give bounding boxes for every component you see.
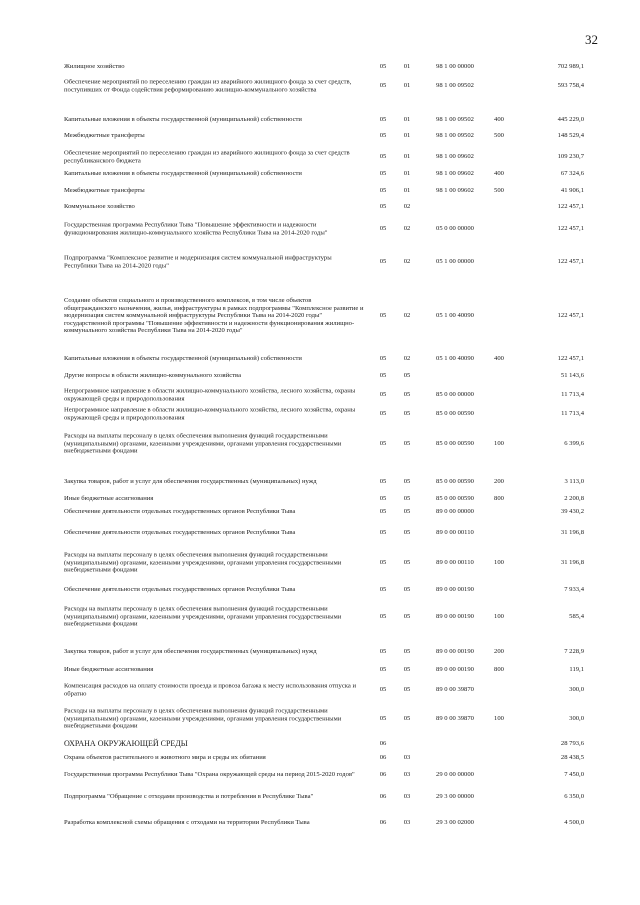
row-name: Расходы на выплаты персоналу в целях обеспечения выполнения функций государственными (муниципальными) органами, казенными учреждениями, органами управления государственными внебюджетными фондами xyxy=(64,432,342,455)
row-name: Закупка товаров, работ и услуг для обеспечения государственных (муниципальных) нужд xyxy=(64,478,317,486)
row-name: Обеспечение мероприятий по переселению граждан из аварийного жилищного фонда за счет средств республиканского бюджета xyxy=(64,149,350,164)
csr-cell: 89 0 00 39870 xyxy=(436,686,474,694)
row-name: Государственная программа Республики Тыва "Охрана окружающей среды на период 2015-2020 годов" xyxy=(64,771,355,779)
table-row xyxy=(0,819,640,827)
row-name: Расходы на выплаты персоналу в целях обеспечения выполнения функций государственными (муниципальными) органами, казенными учреждениями, органами управления государственными внебюджетными фондами xyxy=(64,605,342,628)
row-name: Жилищное хозяйство xyxy=(64,63,125,71)
row-name: Подпрограмма "Обращение с отходами производства и потребления в Республике Тыва" xyxy=(64,793,314,801)
rz-cell: 06 xyxy=(379,819,387,827)
vr-cell: 400 xyxy=(494,116,504,124)
prz-cell: 05 xyxy=(403,559,411,567)
row-name: Охрана объектов растительного и животного мира и среды их обитания xyxy=(64,754,266,762)
csr-cell: 05 1 00 00000 xyxy=(436,258,474,266)
table-row xyxy=(0,132,640,140)
csr-cell: 29 0 00 00000 xyxy=(436,771,474,779)
csr-cell: 98 1 00 00000 xyxy=(436,63,474,71)
csr-cell: 05 0 00 00000 xyxy=(436,225,474,233)
table-row xyxy=(0,605,640,628)
prz-cell: 05 xyxy=(403,529,411,537)
prz-cell: 02 xyxy=(403,258,411,266)
csr-cell: 89 0 00 00110 xyxy=(436,559,474,567)
row-name: ОХРАНА ОКРУЖАЮЩЕЙ СРЕДЫ xyxy=(64,739,188,749)
vr-cell: 100 xyxy=(494,440,504,448)
prz-cell: 01 xyxy=(403,187,411,195)
rz-cell: 05 xyxy=(379,586,387,594)
rz-cell: 05 xyxy=(379,187,387,195)
rz-cell: 06 xyxy=(379,771,387,779)
prz-cell: 02 xyxy=(403,355,411,363)
sum-cell: 51 143,6 xyxy=(560,372,584,380)
prz-cell: 05 xyxy=(403,495,411,503)
vr-cell: 800 xyxy=(494,666,504,674)
sum-cell: 6 399,6 xyxy=(564,440,584,448)
csr-cell: 98 1 00 09502 xyxy=(436,82,474,90)
table-row xyxy=(0,170,640,178)
sum-cell: 31 196,8 xyxy=(560,559,584,567)
table-row xyxy=(0,78,640,93)
table-row xyxy=(0,508,640,516)
prz-cell: 01 xyxy=(403,132,411,140)
csr-cell: 89 0 00 00190 xyxy=(436,613,474,621)
csr-cell: 98 1 00 09602 xyxy=(436,153,474,161)
sum-cell: 11 713,4 xyxy=(561,410,584,418)
row-name: Межбюджетные трансферты xyxy=(64,132,145,140)
row-name: Обеспечение деятельности отдельных государственных органов Республики Тыва xyxy=(64,508,296,516)
csr-cell: 85 0 00 00590 xyxy=(436,495,474,503)
row-name: Непрограммное направление в области жилищно-коммунального хозяйства, лесного хозяйства, охраны окружающей среды и природопользования xyxy=(64,387,356,402)
csr-cell: 89 0 00 00190 xyxy=(436,586,474,594)
prz-cell: 02 xyxy=(403,203,411,211)
sum-cell: 119,1 xyxy=(569,666,584,674)
prz-cell: 01 xyxy=(403,153,411,161)
prz-cell: 01 xyxy=(403,82,411,90)
prz-cell: 05 xyxy=(403,372,411,380)
prz-cell: 05 xyxy=(403,508,411,516)
table-row xyxy=(0,551,640,574)
csr-cell: 98 1 00 09602 xyxy=(436,170,474,178)
table-row xyxy=(0,682,640,697)
table-row xyxy=(0,793,640,801)
prz-cell: 05 xyxy=(403,648,411,656)
rz-cell: 05 xyxy=(379,355,387,363)
sum-cell: 300,0 xyxy=(569,686,584,694)
row-name: Капитальные вложения в объекты государственной (муниципальной) собственности xyxy=(64,355,302,363)
sum-cell: 593 758,4 xyxy=(557,82,584,90)
table-row xyxy=(0,432,640,455)
prz-cell: 01 xyxy=(403,170,411,178)
table-row xyxy=(0,586,640,594)
row-name: Капитальные вложения в объекты государственной (муниципальной) собственности xyxy=(64,170,302,178)
sum-cell: 7 933,4 xyxy=(564,586,584,594)
prz-cell: 01 xyxy=(403,116,411,124)
prz-cell: 03 xyxy=(403,754,411,762)
rz-cell: 05 xyxy=(379,529,387,537)
csr-cell: 85 0 00 00590 xyxy=(436,478,474,486)
sum-cell: 300,0 xyxy=(569,715,584,723)
csr-cell: 98 1 00 09602 xyxy=(436,187,474,195)
table-row xyxy=(0,739,640,749)
row-name: Другие вопросы в области жилищно-коммунального хозяйства xyxy=(64,372,241,380)
table-row xyxy=(0,387,640,402)
prz-cell: 01 xyxy=(403,63,411,71)
sum-cell: 702 989,1 xyxy=(557,63,584,71)
row-name: Непрограммное направление в области жилищно-коммунального хозяйства, лесного хозяйства, охраны окружающей среды и природопользования xyxy=(64,406,356,421)
rz-cell: 05 xyxy=(379,116,387,124)
prz-cell: 05 xyxy=(403,666,411,674)
row-name: Расходы на выплаты персоналу в целях обеспечения выполнения функций государственными (муниципальными) органами, казенными учреждениями, органами управления государственными внебюджетными фондами xyxy=(64,551,342,574)
vr-cell: 200 xyxy=(494,478,504,486)
rz-cell: 05 xyxy=(379,82,387,90)
vr-cell: 800 xyxy=(494,495,504,503)
table-row xyxy=(0,254,640,269)
sum-cell: 148 529,4 xyxy=(557,132,584,140)
rz-cell: 05 xyxy=(379,63,387,71)
sum-cell: 2 200,8 xyxy=(564,495,584,503)
csr-cell: 85 0 00 00590 xyxy=(436,440,474,448)
prz-cell: 05 xyxy=(403,686,411,694)
table-row xyxy=(0,187,640,195)
prz-cell: 05 xyxy=(403,586,411,594)
vr-cell: 100 xyxy=(494,559,504,567)
vr-cell: 200 xyxy=(494,648,504,656)
table-row xyxy=(0,149,640,164)
sum-cell: 585,4 xyxy=(569,613,584,621)
table-row xyxy=(0,495,640,503)
row-name: Закупка товаров, работ и услуг для обеспечения государственных (муниципальных) нужд xyxy=(64,648,317,656)
sum-cell: 6 350,0 xyxy=(564,793,584,801)
rz-cell: 05 xyxy=(379,372,387,380)
rz-cell: 05 xyxy=(379,258,387,266)
rz-cell: 05 xyxy=(379,559,387,567)
row-name: Государственная программа Республики Тыва "Повышение эффективности и надежности функционирования жилищно-коммунального хозяйства Республики Тыва на 2014-2020 годы" xyxy=(64,221,328,236)
table-row xyxy=(0,406,640,421)
vr-cell: 100 xyxy=(494,613,504,621)
vr-cell: 100 xyxy=(494,715,504,723)
prz-cell: 02 xyxy=(403,225,411,233)
prz-cell: 03 xyxy=(403,771,411,779)
table-row xyxy=(0,355,640,363)
sum-cell: 7 450,0 xyxy=(564,771,584,779)
prz-cell: 03 xyxy=(403,819,411,827)
csr-cell: 85 0 00 00590 xyxy=(436,410,474,418)
csr-cell: 05 1 00 40090 xyxy=(436,355,474,363)
csr-cell: 85 0 00 00000 xyxy=(436,391,474,399)
sum-cell: 122 457,1 xyxy=(557,225,584,233)
rz-cell: 05 xyxy=(379,613,387,621)
vr-cell: 400 xyxy=(494,355,504,363)
sum-cell: 41 906,1 xyxy=(560,187,584,195)
row-name: Разработка комплексной схемы обращения с отходами на территории Республики Тыва xyxy=(64,819,310,827)
sum-cell: 31 196,8 xyxy=(560,529,584,537)
sum-cell: 3 113,0 xyxy=(564,478,584,486)
page-number: 32 xyxy=(585,32,598,47)
rz-cell: 06 xyxy=(379,740,387,748)
row-name: Обеспечение мероприятий по переселению граждан из аварийного жилищного фонда за счет средств, поступивших от Фонда содействия реформированию жилищно-коммунального хозяйства xyxy=(64,78,352,93)
csr-cell: 89 0 00 39870 xyxy=(436,715,474,723)
sum-cell: 67 324,6 xyxy=(560,170,584,178)
sum-cell: 122 457,1 xyxy=(557,258,584,266)
row-name: Межбюджетные трансферты xyxy=(64,187,145,195)
table-row xyxy=(0,63,640,71)
table-row xyxy=(0,648,640,656)
rz-cell: 06 xyxy=(379,793,387,801)
csr-cell: 89 0 00 00110 xyxy=(436,529,474,537)
prz-cell: 05 xyxy=(403,715,411,723)
sum-cell: 445 229,0 xyxy=(557,116,584,124)
vr-cell: 500 xyxy=(494,187,504,195)
table-row xyxy=(0,666,640,674)
prz-cell: 03 xyxy=(403,793,411,801)
sum-cell: 7 228,9 xyxy=(564,648,584,656)
rz-cell: 05 xyxy=(379,715,387,723)
rz-cell: 05 xyxy=(379,686,387,694)
table-row xyxy=(0,754,640,762)
row-name: Обеспечение деятельности отдельных государственных органов Республики Тыва xyxy=(64,529,296,537)
rz-cell: 05 xyxy=(379,312,387,320)
row-name: Иные бюджетные ассигнования xyxy=(64,666,154,674)
row-name: Обеспечение деятельности отдельных государственных органов Республики Тыва xyxy=(64,586,296,594)
rz-cell: 05 xyxy=(379,440,387,448)
csr-cell: 98 1 00 09502 xyxy=(436,116,474,124)
table-row xyxy=(0,203,640,211)
rz-cell: 05 xyxy=(379,153,387,161)
sum-cell: 109 230,7 xyxy=(557,153,584,161)
sum-cell: 122 457,1 xyxy=(557,203,584,211)
sum-cell: 11 713,4 xyxy=(561,391,584,399)
rz-cell: 05 xyxy=(379,225,387,233)
rz-cell: 05 xyxy=(379,508,387,516)
rz-cell: 06 xyxy=(379,754,387,762)
rz-cell: 05 xyxy=(379,410,387,418)
table-row xyxy=(0,529,640,537)
sum-cell: 28 438,5 xyxy=(560,754,584,762)
row-name: Создание объектов социального и производственного комплексов, в том числе объектов общегражданского назначения, жилья, инфраструктуры в рамках подпрограммы "Комплексное развитие и модернизация систем коммунальной инфраструктуры Республики Тыва на 2014-2020 годы" государственной программы "Повышение эффективности и надежности функционирования жилищно-коммунального хозяйства Республики Тыва на 2014-2020 годы" xyxy=(64,297,364,335)
row-name: Капитальные вложения в объекты государственной (муниципальной) собственности xyxy=(64,116,302,124)
prz-cell: 05 xyxy=(403,478,411,486)
sum-cell: 39 430,2 xyxy=(560,508,584,516)
prz-cell: 05 xyxy=(403,410,411,418)
rz-cell: 05 xyxy=(379,203,387,211)
table-row xyxy=(0,771,640,779)
prz-cell: 05 xyxy=(403,613,411,621)
sum-cell: 122 457,1 xyxy=(557,355,584,363)
csr-cell: 89 0 00 00000 xyxy=(436,508,474,516)
vr-cell: 500 xyxy=(494,132,504,140)
csr-cell: 98 1 00 09502 xyxy=(436,132,474,140)
prz-cell: 05 xyxy=(403,391,411,399)
table-row xyxy=(0,221,640,236)
table-row xyxy=(0,372,640,380)
sum-cell: 4 500,0 xyxy=(564,819,584,827)
vr-cell: 400 xyxy=(494,170,504,178)
rz-cell: 05 xyxy=(379,495,387,503)
csr-cell: 89 0 00 00190 xyxy=(436,666,474,674)
rz-cell: 05 xyxy=(379,648,387,656)
sum-cell: 122 457,1 xyxy=(557,312,584,320)
table-row xyxy=(0,478,640,486)
sum-cell: 28 793,6 xyxy=(560,740,584,748)
row-name: Расходы на выплаты персоналу в целях обеспечения выполнения функций государственными (муниципальными) органами, казенными учреждениями, органами управления государственными внебюджетными фондами xyxy=(64,707,342,730)
csr-cell: 29 3 00 02000 xyxy=(436,819,474,827)
row-name: Подпрограмма "Комплексное развитие и модернизация систем коммунальной инфраструктуры Республики Тыва на 2014-2020 годы" xyxy=(64,254,332,269)
row-name: Коммунальное хозяйство xyxy=(64,203,135,211)
row-name: Компенсация расходов на оплату стоимости проезда и провоза багажа к месту использования отпуска и обратно xyxy=(64,682,356,697)
csr-cell: 05 1 00 40090 xyxy=(436,312,474,320)
rz-cell: 05 xyxy=(379,132,387,140)
prz-cell: 05 xyxy=(403,440,411,448)
csr-cell: 29 3 00 00000 xyxy=(436,793,474,801)
row-name: Иные бюджетные ассигнования xyxy=(64,495,154,503)
rz-cell: 05 xyxy=(379,170,387,178)
table-row xyxy=(0,707,640,730)
table-row xyxy=(0,116,640,124)
prz-cell: 02 xyxy=(403,312,411,320)
csr-cell: 89 0 00 00190 xyxy=(436,648,474,656)
rz-cell: 05 xyxy=(379,666,387,674)
rz-cell: 05 xyxy=(379,478,387,486)
table-row xyxy=(0,297,640,335)
rz-cell: 05 xyxy=(379,391,387,399)
